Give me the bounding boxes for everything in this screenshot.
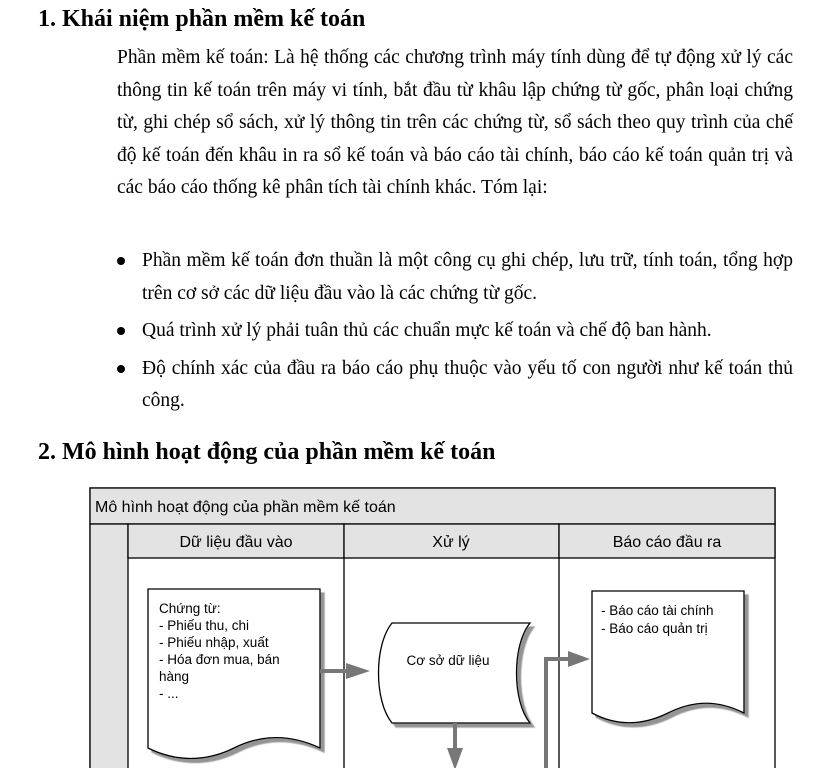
column-header-output-label: Báo cáo đầu ra: [612, 534, 722, 551]
diagram-title: Mô hình hoạt động của phần mềm kế toán: [95, 499, 396, 516]
lane-label-strip: [90, 524, 128, 768]
bullet-text: Phần mềm kế toán đơn thuần là một công cụ ghi chép, lưu trữ, tính toán, tổng hợp trên cơ sở các dữ liệu đầu vào là các chứng từ gốc.: [142, 250, 793, 304]
section-1-heading: 1. Khái niệm phần mềm kế toán: [38, 6, 366, 32]
column-header-process-label: Xử lý: [432, 534, 470, 551]
database-shape: [379, 623, 531, 723]
database-label: Cơ sở dữ liệu: [406, 653, 490, 668]
input-document-text: Chứng từ: - Phiếu thu, chi - Phiếu nhập, xuất - Hóa đơn mua, bán hàng - ...: [159, 601, 280, 701]
column-header-input-label: Dữ liệu đầu vào: [179, 534, 293, 551]
output-document-text: - Báo cáo tài chính - Báo cáo quản trị: [601, 603, 714, 636]
bullet-text: Quá trình xử lý phải tuân thủ các chuẩn mực kế toán và chế độ ban hành.: [142, 320, 712, 341]
bullet-text: Độ chính xác của đầu ra báo cáo phụ thuộc vào yếu tố con người như kế toán thủ công.: [142, 357, 793, 411]
section-1-paragraph: Phần mềm kế toán: Là hệ thống các chương trình máy tính dùng để tự động xử lý các thông tin kế toán trên máy vi tính, bắt đầu từ khâu lập chứng từ gốc, phân loại chứng từ, ghi chép sổ sách, xử lý thông tin trên các chứng từ, sổ sách theo quy trình của chế độ kế toán đến khâu in ra sổ kế toán và báo cáo tài chính, báo cáo kế toán quản trị và các báo cáo thống kê phân tích tài chính khác. Tóm lại:: [117, 47, 793, 198]
section-2-heading: 2. Mô hình hoạt động của phần mềm kế toán: [38, 439, 496, 465]
